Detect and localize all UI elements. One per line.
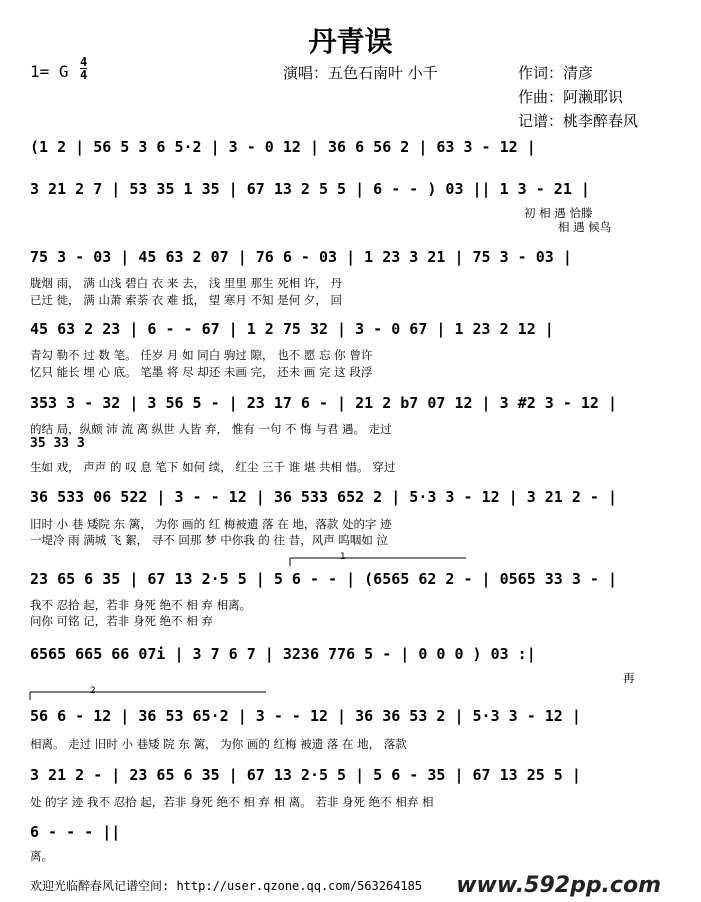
composer-credit: 作曲：阿濑耶识 (518, 88, 624, 106)
transcriber-credit: 记谱：桃李醉春风 (518, 112, 639, 130)
lyric-row-3-verse-2: 已迁 徙， 满 山萧 索荼 衣 难 抵， 望 寒月 不知 是何 夕， 回 (30, 293, 343, 307)
site-watermark: www.592pp.com (456, 873, 661, 898)
time-signature-bottom: 4 (80, 68, 88, 82)
lyric-row-6-verse-2: 一堤冷 雨 满城 飞 絮， 寻不 回那 梦 中你我 的 往 昔，风声 呜咽如 泣 (30, 533, 389, 547)
notation-row-10: 3 21 2 - | 23 65 6 35 | 67 13 2·5 5 | 5 6 - 35 | 67 13 25 5 | (30, 766, 581, 784)
notation-row-1: (1 2 | 56 5 3 6 5·2 | 3 - 0 12 | 36 6 56 2 | 63 3 - 12 | (30, 138, 536, 156)
notation-row-7: 23 65 6 35 | 67 13 2·5 5 | 5 6 - - | (6565 62 2 - | 0565 33 3 - | (30, 570, 617, 588)
notation-row-5: 353 3 - 32 | 3 56 5 - | 23 17 6 - | 21 2 b7 07 12 | 3 #2 3 - 12 | (30, 394, 617, 412)
lyric-row-9-verse-1: 相离。 走过 旧时 小 巷矮 院 东 篱， 为你 画的 红梅 被遗 落 在 地， 落款 (30, 737, 407, 751)
lyric-row-2-verse-1: 初 相 遇 恰滕 (524, 206, 593, 220)
footer-credit: 欢迎光临醉春风记谱空间: http://user.qzone.qq.com/563264185 (30, 879, 423, 893)
lyric-row-7-verse-1: 我不 忍拾 起，若非 身死 绝不 相 弃 相离。 (30, 598, 252, 612)
volta-second-label: 2 (90, 686, 96, 696)
lyric-row-3-verse-1: 胧烟 雨， 满 山浅 碧白 衣 来 去， 浅 里里 那生 死相 许， 丹 (30, 276, 343, 290)
singer-credit: 演唱：五色石南叶 小千 (283, 64, 438, 82)
notation-row-4: 45 63 2 23 | 6 - - 67 | 1 2 75 32 | 3 - 0 67 | 1 23 2 12 | (30, 320, 554, 338)
lyric-row-2-verse-2: 相 遇 候鸟 (558, 220, 612, 234)
notation-row-9: 56 6 - 12 | 36 53 65·2 | 3 - - 12 | 36 36 53 2 | 5·3 3 - 12 | (30, 707, 581, 725)
notation-row-5-alt: 35 33 3 (30, 436, 85, 451)
lyric-row-5-verse-1: 的结 局，纵颇 沛 流 离 纵世 人皆 弃， 惟有 一句 不 悔 与君 遇。 走过 (30, 422, 392, 436)
volta-first-label: 1 (340, 552, 346, 562)
lyric-row-7-verse-2: 问你 可铭 记，若非 身死 绝不 相 弃 (30, 614, 213, 628)
lyric-row-10-verse-1: 处 的字 迹 我不 忍拾 起，若非 身死 绝不 相 弃 相 离。 若非 身死 绝不 相弃 相 (30, 795, 434, 809)
notation-row-8: 6565 665 66 07i | 3 7 6 7 | 3236 776 5 - | 0 0 0 ) 03 :| (30, 645, 536, 663)
lyric-row-4-verse-1: 青勾 勒不 过 数 笔。 任岁 月 如 同白 驹过 隙， 也不 愿 忘 你 曾许 (30, 348, 373, 362)
notation-row-3: 75 3 - 03 | 45 63 2 07 | 76 6 - 03 | 1 23 3 21 | 75 3 - 03 | (30, 248, 572, 266)
lyric-row-8-verse-1: 再 (623, 671, 635, 685)
lyric-row-6-verse-1: 旧时 小 巷 矮院 东 篱， 为你 画的 红 梅被遗 落 在 地，落款 处的字 迹 (30, 517, 392, 531)
lyric-row-11-verse-1: 离。 (30, 849, 53, 863)
time-signature-top: 4 (80, 55, 88, 69)
lyric-row-5-verse-2: 生如 戏， 声声 的 叹 息 笔下 如何 续， 红尘 三千 谁 堪 共相 惜。 穿过 (30, 460, 396, 474)
song-title: 丹青误 (308, 25, 393, 58)
notation-row-6: 36 533 06 522 | 3 - - 12 | 36 533 652 2 | 5·3 3 - 12 | 3 21 2 - | (30, 488, 617, 506)
lyric-row-4-verse-2: 忆只 能长 埋 心 底。 笔墨 将 尽 却还 未画 完， 还未 画 完 这 段浮 (30, 365, 373, 379)
notation-row-11: 6 - - - || (30, 823, 121, 841)
notation-row-2: 3 21 2 7 | 53 35 1 35 | 67 13 2 5 5 | 6 - - ) 03 || 1 3 - 21 | (30, 180, 590, 198)
key-signature: 1= G (30, 62, 69, 81)
lyricist-credit: 作词：清彦 (518, 64, 594, 82)
